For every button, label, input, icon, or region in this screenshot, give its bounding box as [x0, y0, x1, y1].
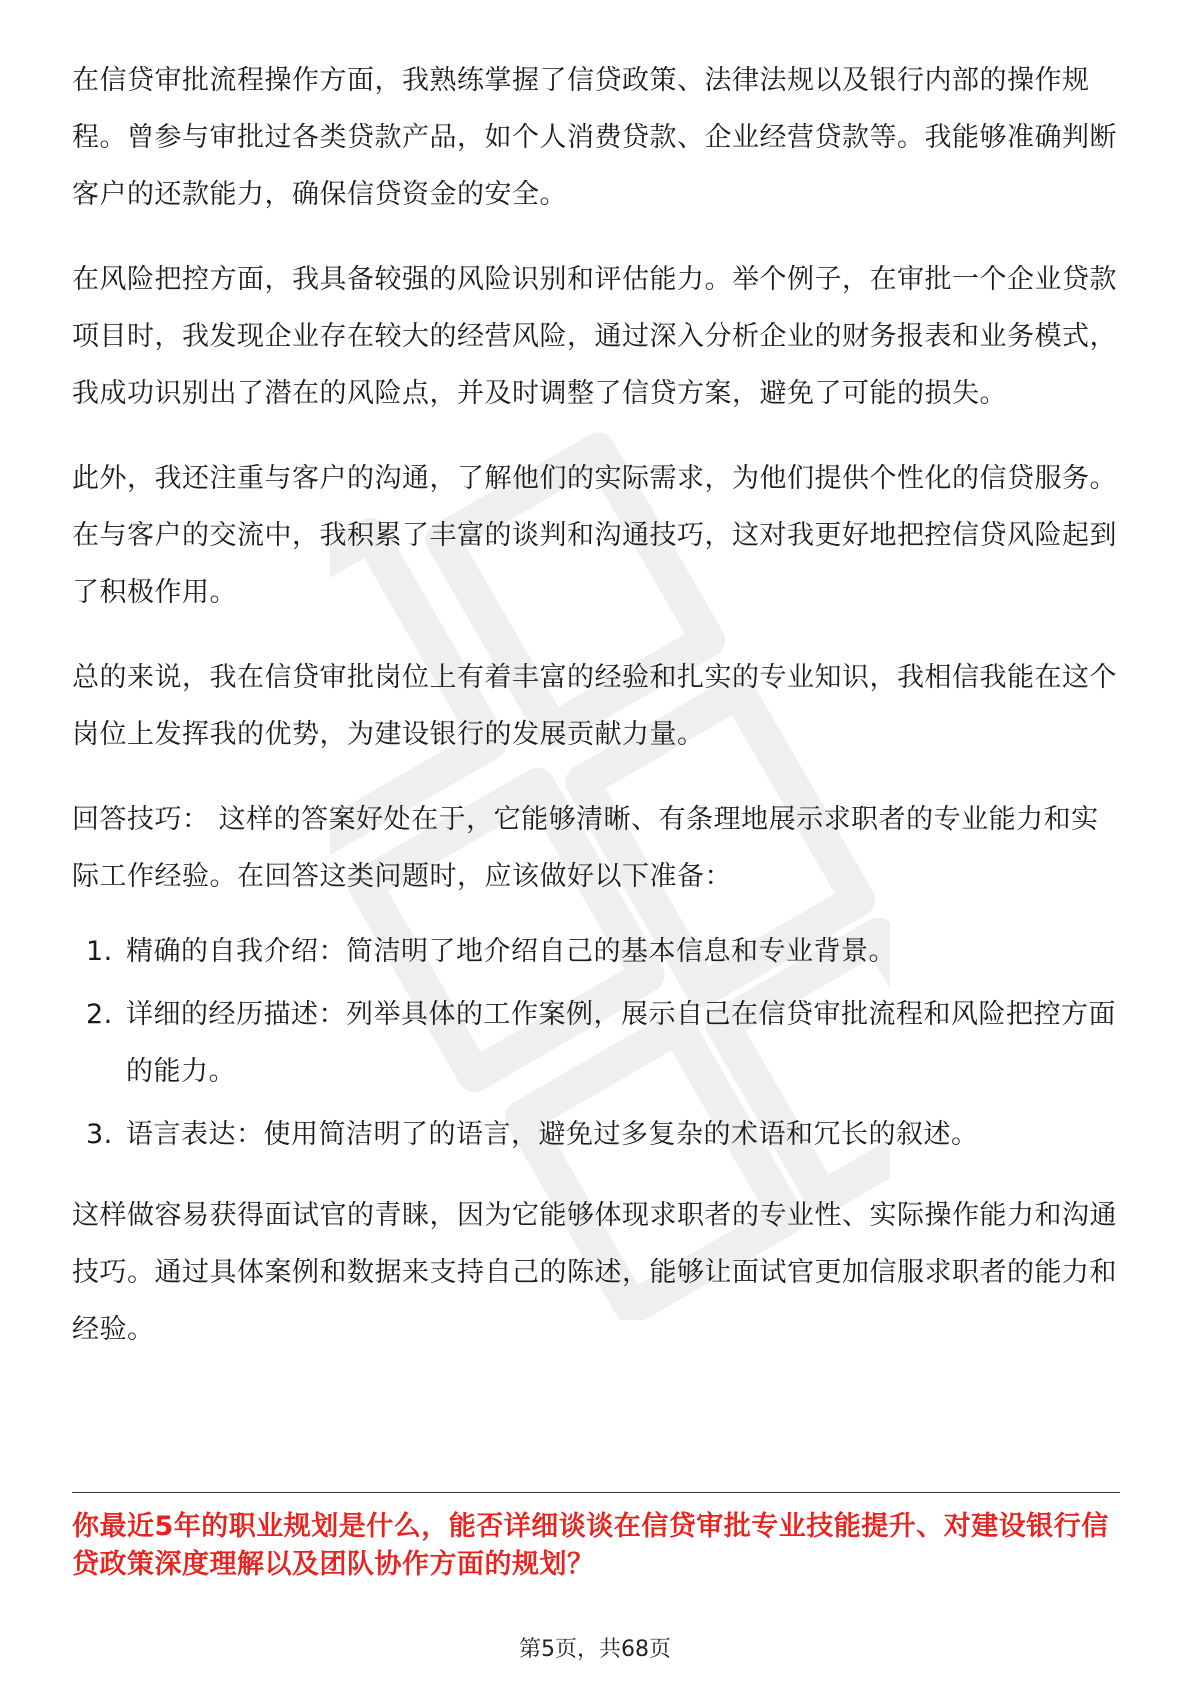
- paragraph-risk-control: 在风险把控方面，我具备较强的风险识别和评估能力。举个例子，在审批一个企业贷款项目时，我发现企业存在较大的经营风险，通过深入分析企业的财务报表和业务模式，我成功识别出了潜在的风险点，并及时调整了信贷方案，避免了可能的损失。: [72, 264, 1117, 409]
- list-number: 2.: [86, 999, 113, 1030]
- paragraph-answer-tips: 回答技巧： 这样的答案好处在于，它能够清晰、有条理地展示求职者的专业能力和实际工作经验。在回答这类问题时，应该做好以下准备：: [72, 804, 1099, 892]
- paragraph-summary: 总的来说，我在信贷审批岗位上有着丰富的经验和扎实的专业知识，我相信我能在这个岗位上发挥我的优势，为建设银行的发展贡献力量。: [72, 662, 1117, 750]
- list-number: 1.: [86, 936, 113, 967]
- list-number: 3.: [86, 1119, 113, 1150]
- section-divider: [72, 1492, 1120, 1493]
- tips-list: [72, 923, 1120, 1163]
- list-item: [72, 923, 1120, 980]
- list-text: 语言表达：使用简洁明了的语言，避免过多复杂的术语和冗长的叙述。: [126, 1119, 979, 1150]
- list-item: [72, 1106, 1120, 1163]
- paragraph-approval-process: 在信贷审批流程操作方面，我熟练掌握了信贷政策、法律法规以及银行内部的操作规程。曾参与审批过各类贷款产品，如个人消费贷款、企业经营贷款等。我能够准确判断客户的还款能力，确保信贷资金的安全。: [72, 65, 1117, 210]
- next-question-heading: 你最近5年的职业规划是什么，能否详细谈谈在信贷审批专业技能提升、对建设银行信贷政策深度理解以及团队协作方面的规划？: [72, 1511, 1109, 1580]
- list-item: [72, 986, 1120, 1100]
- list-text: 详细的经历描述：列举具体的工作案例，展示自己在信贷审批流程和风险把控方面的能力。: [126, 999, 1116, 1087]
- page-footer: 第5页，共68页: [519, 1637, 671, 1662]
- list-text: 精确的自我介绍：简洁明了地介绍自己的基本信息和专业背景。: [126, 936, 896, 967]
- paragraph-communication: 此外，我还注重与客户的沟通，了解他们的实际需求，为他们提供个性化的信贷服务。在与客户的交流中，我积累了丰富的谈判和沟通技巧，这对我更好地把控信贷风险起到了积极作用。: [72, 463, 1117, 608]
- paragraph-closing: 这样做容易获得面试官的青睐，因为它能够体现求职者的专业性、实际操作能力和沟通技巧。通过具体案例和数据来支持自己的陈述，能够让面试官更加信服求职者的能力和经验。: [72, 1200, 1117, 1345]
- answer-body: [72, 52, 1120, 1386]
